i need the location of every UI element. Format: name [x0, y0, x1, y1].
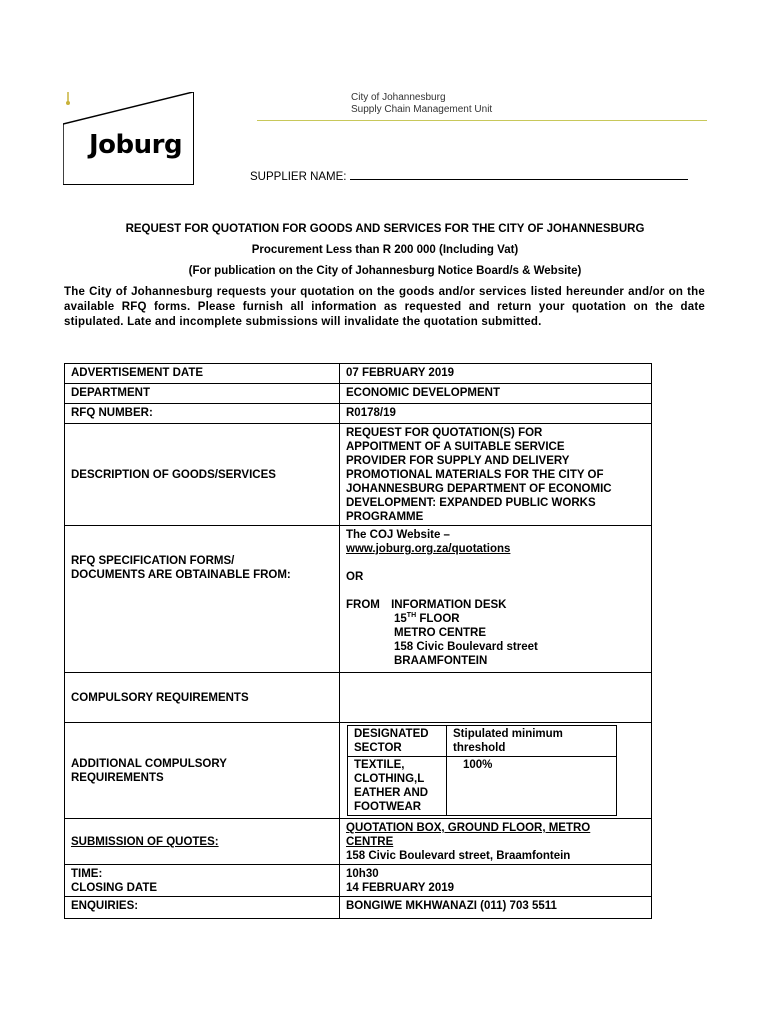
supplier-name-field[interactable]: [250, 169, 688, 183]
sector-line: EATHER AND: [354, 787, 429, 799]
additional-label-line: ADDITIONAL COMPULSORY: [71, 758, 227, 770]
rfq-details-table: [64, 363, 652, 919]
description-line: REQUEST FOR QUOTATION(S) FOR: [346, 427, 543, 439]
table-row: [65, 364, 652, 384]
time-closing-value: [340, 865, 652, 897]
submission-label: SUBMISSION OF QUOTES:: [65, 819, 340, 865]
description-label: DESCRIPTION OF GOODS/SERVICES: [65, 424, 340, 526]
sector-line: FOOTWEAR: [354, 801, 422, 813]
table-row: [65, 424, 652, 526]
org-unit: Supply Chain Management Unit: [351, 104, 493, 115]
spec-floor-word: FLOOR: [416, 613, 460, 625]
spec-address-line: METRO CENTRE: [394, 627, 486, 639]
description-line: APPOITMENT OF A SUITABLE SERVICE: [346, 441, 565, 453]
ad-date-label: ADVERTISEMENT DATE: [65, 364, 340, 384]
inner-header-line: SECTOR: [354, 742, 402, 754]
spec-address-line: 158 Civic Boulevard street: [394, 641, 538, 653]
ad-date-value: 07 FEBRUARY 2019: [340, 364, 652, 384]
compulsory-label: COMPULSORY REQUIREMENTS: [65, 673, 340, 723]
description-line: JOHANNESBURG DEPARTMENT OF ECONOMIC: [346, 483, 612, 495]
inner-header-threshold: [447, 726, 617, 757]
sector-line: CLOTHING,L: [354, 773, 425, 785]
compulsory-value: [340, 673, 652, 723]
inner-header-line: Stipulated minimum: [453, 728, 563, 740]
spec-address: [346, 598, 645, 612]
spec-label-line: RFQ SPECIFICATION FORMS/: [71, 555, 235, 567]
description-line: PROGRAMME: [346, 511, 424, 523]
spec-website-label: The COJ Website –: [346, 529, 450, 541]
spec-from: FROM: [346, 599, 380, 611]
spec-or: OR: [346, 571, 364, 583]
sector-value: [348, 757, 447, 816]
logo-box: [63, 92, 194, 185]
spec-floor-number: 15: [394, 613, 407, 625]
table-row: [65, 865, 652, 897]
header-divider: [257, 120, 707, 121]
designated-sector-table: [347, 725, 617, 816]
spec-floor-suffix: TH: [406, 612, 417, 620]
submission-line: QUOTATION BOX, GROUND FLOOR, METRO: [346, 822, 591, 834]
time-label: TIME:: [71, 868, 103, 880]
rfq-number-label: RFQ NUMBER:: [65, 404, 340, 424]
enquiries-label: ENQUIRIES:: [65, 897, 340, 919]
description-value: [340, 424, 652, 526]
intro-paragraph: The City of Johannesburg requests your quotation on the goods and/or services listed hereunder and/or on the available RFQ forms. Please furnish all information as requested and return your quotation on the date stipulated. Late and incomplete submissions will invalidate the quotation submitted.: [64, 286, 705, 328]
enquiries-value: BONGIWE MKHWANAZI (011) 703 5511: [340, 897, 652, 919]
additional-label-line: REQUIREMENTS: [71, 772, 164, 784]
inner-header-line: DESIGNATED: [354, 728, 429, 740]
additional-value: [340, 723, 652, 819]
supplier-name-label: SUPPLIER NAME:: [250, 171, 347, 183]
table-row: [65, 384, 652, 404]
document-title: REQUEST FOR QUOTATION FOR GOODS AND SERVICES FOR THE CITY OF JOHANNESBURG: [125, 223, 645, 235]
table-row: [348, 757, 617, 816]
additional-label: [65, 723, 340, 819]
supplier-name-blank[interactable]: [350, 169, 688, 180]
org-name: City of Johannesburg: [351, 92, 446, 103]
inner-header-sector: [348, 726, 447, 757]
spec-value: [340, 526, 652, 673]
spec-address-line: [346, 612, 645, 626]
spec-address-line: INFORMATION DESK: [391, 599, 507, 611]
spec-website-link[interactable]: www.joburg.org.za/quotations: [346, 543, 511, 555]
closing-date-value: 14 FEBRUARY 2019: [346, 882, 455, 894]
table-row: [65, 673, 652, 723]
closing-date-label: CLOSING DATE: [71, 882, 158, 894]
org-header: [351, 92, 492, 116]
table-row: [65, 897, 652, 919]
time-closing-label: [65, 865, 340, 897]
joburg-logo: Joburg: [89, 130, 183, 160]
document-publication-note: (For publication on the City of Johannesburg Notice Board/s & Website): [188, 265, 582, 277]
description-line: DEVELOPMENT: EXPANDED PUBLIC WORKS: [346, 497, 596, 509]
table-row: [348, 726, 617, 757]
table-row: [65, 404, 652, 424]
submission-line: 158 Civic Boulevard street, Braamfontein: [346, 850, 571, 862]
spec-label: [65, 526, 340, 673]
sector-line: TEXTILE,: [354, 759, 405, 771]
inner-header-line: threshold: [453, 742, 506, 754]
submission-value: [340, 819, 652, 865]
description-line: PROVIDER FOR SUPPLY AND DELIVERY: [346, 455, 570, 467]
spec-label-line: DOCUMENTS ARE OBTAINABLE FROM:: [71, 569, 291, 581]
department-value: ECONOMIC DEVELOPMENT: [340, 384, 652, 404]
time-value: 10h30: [346, 868, 379, 880]
table-row: [65, 819, 652, 865]
description-line: PROMOTIONAL MATERIALS FOR THE CITY OF: [346, 469, 604, 481]
logo-spire-icon: [63, 92, 73, 106]
department-label: DEPARTMENT: [65, 384, 340, 404]
document-subtitle: Procurement Less than R 200 000 (Including Vat): [251, 244, 519, 256]
rfq-number-value: R0178/19: [340, 404, 652, 424]
submission-line: CENTRE: [346, 836, 394, 848]
threshold-value: 100%: [447, 757, 617, 816]
table-row: [65, 526, 652, 673]
table-row: [65, 723, 652, 819]
spec-address-line: BRAAMFONTEIN: [394, 655, 488, 667]
